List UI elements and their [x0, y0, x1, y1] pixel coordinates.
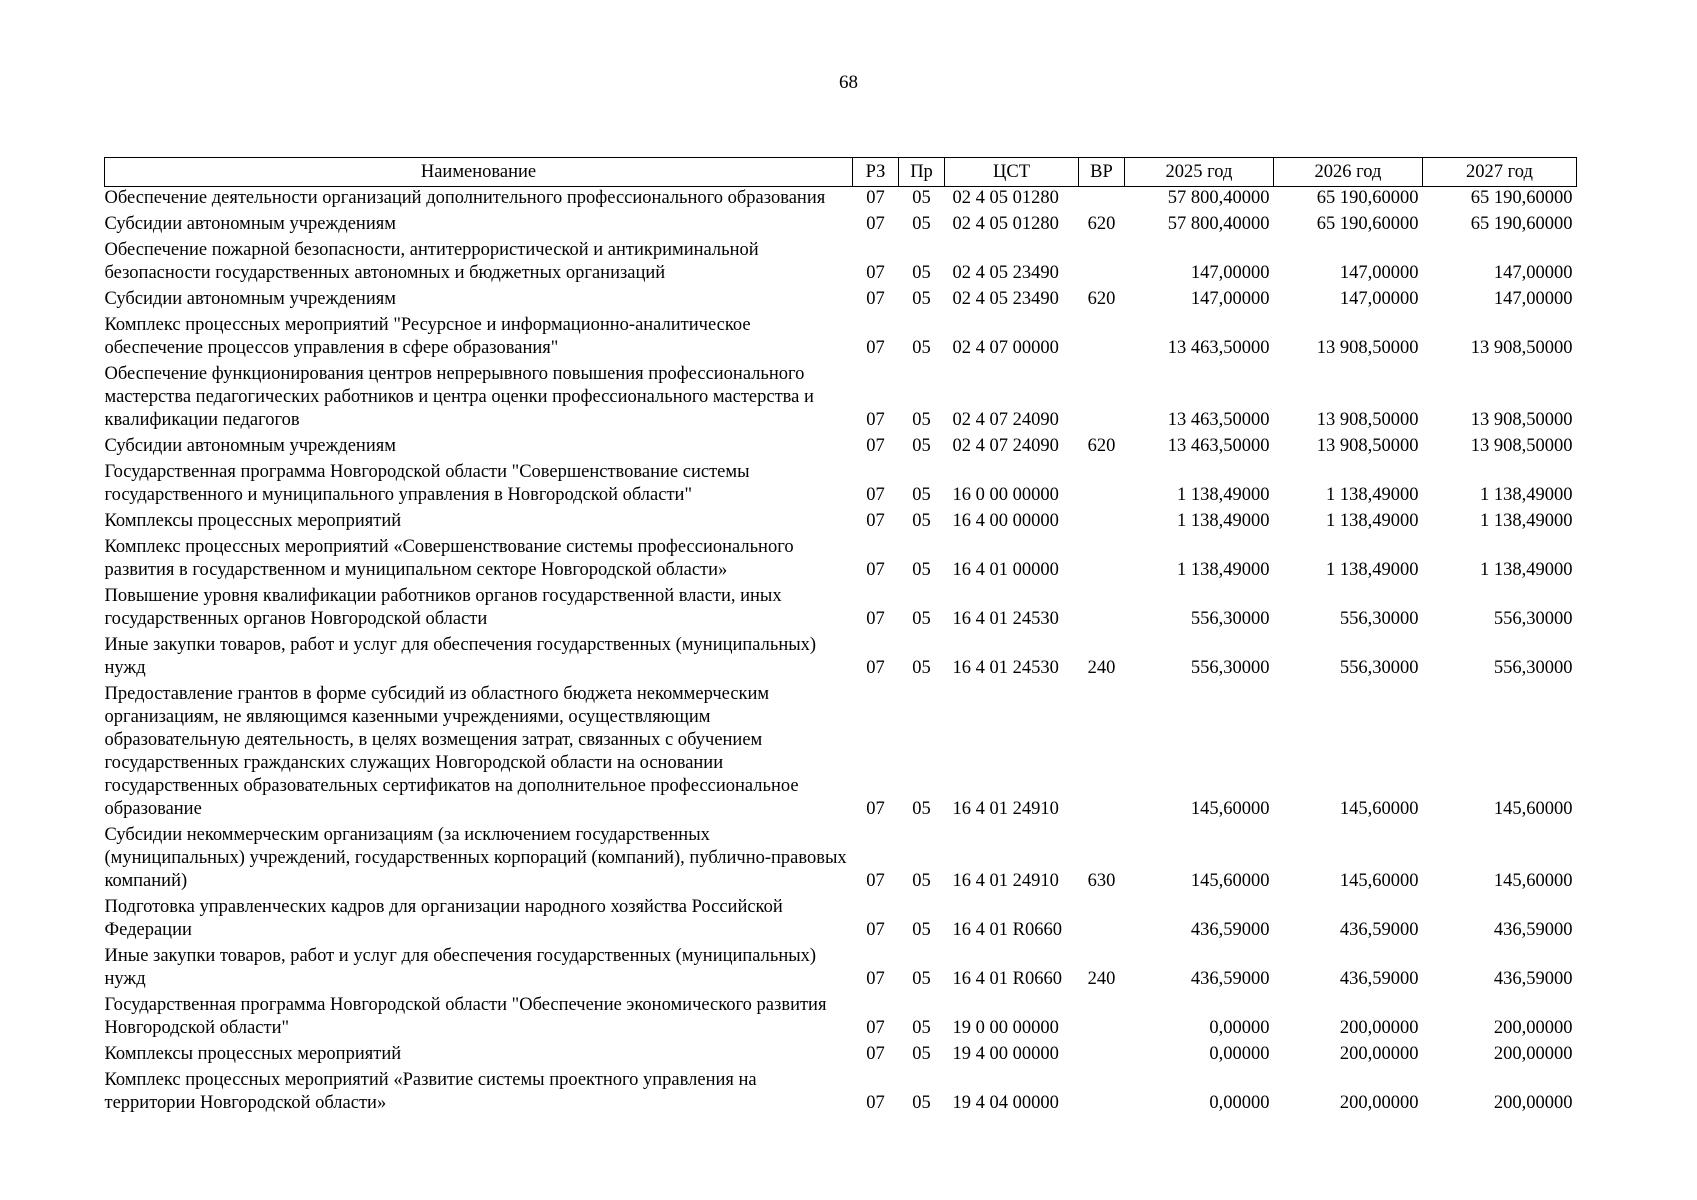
table-row: [105, 634, 1577, 683]
table-row: [105, 1069, 1577, 1118]
row-pr: 05: [912, 871, 931, 891]
row-cst: 16 4 01 24910: [952, 871, 1059, 891]
row-name: Комплекс процессных мероприятий "Ресурсное и информационно-аналитическое обеспечение процессов управления в сфере образования": [104, 315, 751, 358]
table-row: [105, 683, 1577, 824]
row-2026: 13 908,50000: [1316, 436, 1419, 456]
row-pr: 05: [912, 511, 931, 531]
row-2026: 1 138,49000: [1326, 485, 1419, 505]
row-vr: [1079, 536, 1125, 585]
row-name: Комплексы процессных мероприятий: [104, 1044, 402, 1064]
row-cst: 02 4 07 00000: [952, 338, 1059, 358]
table-header-row: [105, 158, 1577, 187]
row-2027: 147,00000: [1493, 289, 1573, 309]
row-2026: 13 908,50000: [1316, 338, 1419, 358]
row-2025: 1 138,49000: [1177, 560, 1270, 580]
table-row: [105, 239, 1577, 288]
row-name: Комплекс процессных мероприятий «Совершенствование системы профессионального развития в государственном и муниципальном секторе Новгородской области»: [104, 537, 794, 580]
row-pr: 05: [912, 1093, 931, 1113]
table-row: [105, 945, 1577, 994]
row-2026: 200,00000: [1339, 1044, 1419, 1064]
row-name: Иные закупки товаров, работ и услуг для обеспечения государственных (муниципальных) нужд: [104, 635, 817, 678]
row-2026: 556,30000: [1339, 609, 1419, 629]
row-pr: 05: [912, 609, 931, 629]
row-vr: [1079, 187, 1125, 214]
row-2027: 1 138,49000: [1480, 485, 1573, 505]
header-cst: ЦСТ: [945, 158, 1079, 187]
row-cst: 02 4 05 01280: [952, 214, 1059, 234]
row-cst: 16 4 01 24910: [952, 799, 1059, 819]
row-pr: 05: [912, 338, 931, 358]
row-2027: 13 908,50000: [1470, 436, 1573, 456]
row-vr: [1079, 896, 1125, 945]
table-row: [105, 187, 1577, 214]
row-vr: [1079, 510, 1125, 536]
row-2027: 556,30000: [1493, 609, 1573, 629]
row-pr: 05: [912, 436, 931, 456]
row-pr: 05: [912, 920, 931, 940]
row-2026: 145,60000: [1339, 871, 1419, 891]
row-cst: 16 4 01 24530: [952, 609, 1059, 629]
row-2027: 556,30000: [1493, 658, 1573, 678]
row-vr: 620: [1087, 289, 1116, 309]
row-vr: 620: [1087, 436, 1116, 456]
row-rz: 07: [866, 560, 885, 580]
row-2026: 65 190,60000: [1316, 188, 1419, 208]
row-rz: 07: [866, 609, 885, 629]
row-rz: 07: [866, 511, 885, 531]
row-2027: 65 190,60000: [1470, 214, 1573, 234]
row-rz: 07: [866, 263, 885, 283]
row-name: Комплекс процессных мероприятий «Развитие системы проектного управления на территории Новгородской области»: [104, 1070, 757, 1113]
budget-table: [104, 157, 1577, 1118]
row-pr: 05: [912, 560, 931, 580]
row-name: Комплексы процессных мероприятий: [104, 511, 402, 531]
row-cst: 19 0 00 00000: [952, 1018, 1059, 1038]
row-cst: 16 4 01 24530: [952, 658, 1059, 678]
row-rz: 07: [866, 1044, 885, 1064]
row-2025: 556,30000: [1190, 658, 1270, 678]
row-vr: [1079, 994, 1125, 1043]
row-2026: 556,30000: [1339, 658, 1419, 678]
table-row: [105, 510, 1577, 536]
row-2025: 147,00000: [1190, 263, 1270, 283]
table-row: [105, 435, 1577, 461]
row-name: Обеспечение пожарной безопасности, антитеррористической и антикриминальной безопасности государственных автономных и бюджетных организаций: [104, 240, 759, 283]
row-2026: 145,60000: [1339, 799, 1419, 819]
row-2026: 147,00000: [1339, 289, 1419, 309]
row-2026: 13 908,50000: [1316, 410, 1419, 430]
row-rz: 07: [866, 485, 885, 505]
row-2027: 145,60000: [1493, 871, 1573, 891]
row-cst: 02 4 07 24090: [952, 410, 1059, 430]
table-row: [105, 824, 1577, 896]
row-name: Подготовка управленческих кадров для организации народного хозяйства Российской Федерации: [104, 897, 783, 940]
table-row: [105, 994, 1577, 1043]
header-vr: ВР: [1079, 158, 1125, 187]
row-2027: 200,00000: [1493, 1044, 1573, 1064]
row-name: Субсидии автономным учреждениям: [104, 436, 396, 456]
header-rz: РЗ: [853, 158, 899, 187]
table-row: [105, 896, 1577, 945]
row-2026: 436,59000: [1339, 920, 1419, 940]
row-2027: 436,59000: [1493, 969, 1573, 989]
row-pr: 05: [912, 263, 931, 283]
row-2026: 200,00000: [1339, 1093, 1419, 1113]
row-cst: 16 4 01 R0660: [952, 969, 1062, 989]
row-name: Государственная программа Новгородской области "Совершенствование системы государственного и муниципального управления в Новгородской области": [104, 462, 750, 505]
row-rz: 07: [866, 214, 885, 234]
row-2027: 200,00000: [1493, 1018, 1573, 1038]
table-row: [105, 585, 1577, 634]
header-name: Наименование: [105, 158, 853, 187]
row-pr: 05: [912, 289, 931, 309]
header-pr: Пр: [899, 158, 945, 187]
row-rz: 07: [866, 289, 885, 309]
row-2025: 147,00000: [1190, 289, 1270, 309]
table-row: [105, 461, 1577, 510]
table-row: [105, 1043, 1577, 1069]
row-2027: 1 138,49000: [1480, 511, 1573, 531]
row-2026: 436,59000: [1339, 969, 1419, 989]
row-rz: 07: [866, 338, 885, 358]
row-2027: 13 908,50000: [1470, 410, 1573, 430]
row-rz: 07: [866, 799, 885, 819]
row-vr: 240: [1087, 658, 1116, 678]
row-2025: 13 463,50000: [1167, 338, 1270, 358]
row-2027: 147,00000: [1493, 263, 1573, 283]
row-vr: [1079, 363, 1125, 435]
table-row: [105, 314, 1577, 363]
row-2025: 0,00000: [1209, 1093, 1270, 1113]
table-body: [105, 187, 1577, 1119]
row-rz: 07: [866, 871, 885, 891]
row-rz: 07: [866, 969, 885, 989]
row-rz: 07: [866, 410, 885, 430]
row-2026: 147,00000: [1339, 263, 1419, 283]
row-cst: 02 4 05 23490: [952, 263, 1059, 283]
row-2027: 436,59000: [1493, 920, 1573, 940]
header-2026: 2026 год: [1274, 158, 1423, 187]
row-vr: [1079, 1043, 1125, 1069]
row-2025: 57 800,40000: [1167, 188, 1270, 208]
row-2026: 200,00000: [1339, 1018, 1419, 1038]
row-vr: 630: [1087, 871, 1116, 891]
row-cst: 16 4 01 R0660: [952, 920, 1062, 940]
row-name: Субсидии автономным учреждениям: [104, 289, 396, 309]
row-2026: 1 138,49000: [1326, 560, 1419, 580]
row-name: Иные закупки товаров, работ и услуг для обеспечения государственных (муниципальных) нужд: [104, 946, 817, 989]
row-2025: 145,60000: [1190, 871, 1270, 891]
row-2027: 65 190,60000: [1470, 188, 1573, 208]
row-cst: 19 4 04 00000: [952, 1093, 1059, 1113]
row-rz: 07: [866, 1093, 885, 1113]
row-2025: 145,60000: [1190, 799, 1270, 819]
header-2025: 2025 год: [1125, 158, 1274, 187]
row-name: Обеспечение функционирования центров непрерывного повышения профессионального мастерства педагогических работников и центра оценки профессионального мастерства и квалификации педагогов: [104, 364, 814, 430]
row-pr: 05: [912, 214, 931, 234]
row-cst: 16 0 00 00000: [952, 485, 1059, 505]
row-2027: 200,00000: [1493, 1093, 1573, 1113]
row-2025: 436,59000: [1190, 969, 1270, 989]
row-name: Обеспечение деятельности организаций дополнительного профессионального образования: [104, 188, 826, 208]
row-2025: 0,00000: [1209, 1018, 1270, 1038]
table-row: [105, 213, 1577, 239]
row-vr: 620: [1087, 214, 1116, 234]
row-2025: 57 800,40000: [1167, 214, 1270, 234]
row-name: Государственная программа Новгородской области "Обеспечение экономического развития Новгородской области": [104, 995, 827, 1038]
row-vr: [1079, 585, 1125, 634]
row-pr: 05: [912, 1044, 931, 1064]
row-2025: 1 138,49000: [1177, 485, 1270, 505]
row-2025: 13 463,50000: [1167, 410, 1270, 430]
row-cst: 02 4 07 24090: [952, 436, 1059, 456]
row-rz: 07: [866, 436, 885, 456]
row-vr: [1079, 314, 1125, 363]
row-name: Повышение уровня квалификации работников органов государственной власти, иных государственных органов Новгородской области: [104, 586, 782, 629]
table-row: [105, 536, 1577, 585]
row-2027: 1 138,49000: [1480, 560, 1573, 580]
table-row: [105, 363, 1577, 435]
row-pr: 05: [912, 969, 931, 989]
row-cst: 02 4 05 01280: [952, 188, 1059, 208]
row-2025: 13 463,50000: [1167, 436, 1270, 456]
row-rz: 07: [866, 658, 885, 678]
row-pr: 05: [912, 410, 931, 430]
row-name: Предоставление грантов в форме субсидий из областного бюджета некоммерческим организациям, не являющимся казенными учреждениями, осуществляющим образовательную деятельность, в целях возмещения затрат, связанных с обучением государственных гражданских служащих Новгородской области на основании государственных образовательных сертификатов на дополнительное профессиональное образование: [104, 684, 799, 819]
row-rz: 07: [866, 188, 885, 208]
row-pr: 05: [912, 799, 931, 819]
row-vr: [1079, 1069, 1125, 1118]
row-vr: [1079, 461, 1125, 510]
row-name: Субсидии автономным учреждениям: [104, 214, 396, 234]
row-2027: 13 908,50000: [1470, 338, 1573, 358]
row-pr: 05: [912, 188, 931, 208]
row-2027: 145,60000: [1493, 799, 1573, 819]
row-2025: 556,30000: [1190, 609, 1270, 629]
row-pr: 05: [912, 485, 931, 505]
row-pr: 05: [912, 1018, 931, 1038]
row-2026: 1 138,49000: [1326, 511, 1419, 531]
row-vr: 240: [1087, 969, 1116, 989]
row-vr: [1079, 683, 1125, 824]
table-row: [105, 288, 1577, 314]
row-2025: 0,00000: [1209, 1044, 1270, 1064]
row-name: Субсидии некоммерческим организациям (за исключением государственных (муниципальных) учреждений, государственных корпораций (компаний), публично-правовых компаний): [104, 825, 847, 891]
row-vr: [1079, 239, 1125, 288]
row-2025: 1 138,49000: [1177, 511, 1270, 531]
row-2025: 436,59000: [1190, 920, 1270, 940]
row-cst: 19 4 00 00000: [952, 1044, 1059, 1064]
row-rz: 07: [866, 920, 885, 940]
row-cst: 16 4 01 00000: [952, 560, 1059, 580]
row-cst: 02 4 05 23490: [952, 289, 1059, 309]
header-2027: 2027 год: [1423, 158, 1577, 187]
row-rz: 07: [866, 1018, 885, 1038]
page-number: 68: [839, 72, 858, 93]
row-pr: 05: [912, 658, 931, 678]
row-2026: 65 190,60000: [1316, 214, 1419, 234]
row-cst: 16 4 00 00000: [952, 511, 1059, 531]
